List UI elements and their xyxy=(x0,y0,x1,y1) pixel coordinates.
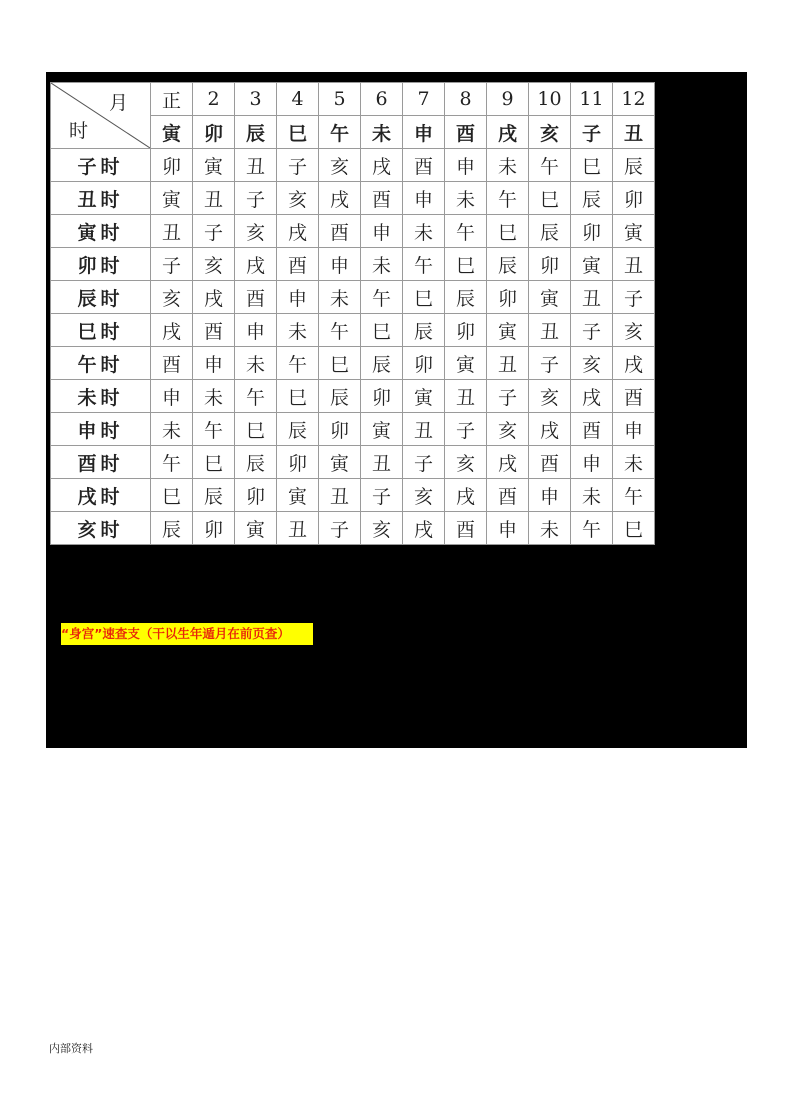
branch-value-cell: 戌 xyxy=(487,446,529,479)
month-number-cell: 9 xyxy=(487,83,529,116)
branch-value-cell: 申 xyxy=(403,182,445,215)
hour-label-cell: 申时 xyxy=(51,413,151,446)
branch-value-cell: 子 xyxy=(445,413,487,446)
branch-value-cell: 戌 xyxy=(361,149,403,182)
branch-value-cell: 申 xyxy=(151,380,193,413)
branch-value-cell: 子 xyxy=(403,446,445,479)
branch-value-cell: 未 xyxy=(319,281,361,314)
branch-value-cell: 辰 xyxy=(193,479,235,512)
month-number-row xyxy=(51,83,655,116)
branch-value-cell: 亥 xyxy=(613,314,655,347)
branch-value-cell: 寅 xyxy=(445,347,487,380)
branch-value-cell: 酉 xyxy=(529,446,571,479)
month-branch-cell: 卯 xyxy=(193,116,235,149)
branch-value-cell: 寅 xyxy=(319,446,361,479)
branch-value-cell: 辰 xyxy=(151,512,193,545)
month-branch-cell: 子 xyxy=(571,116,613,149)
branch-value-cell: 子 xyxy=(487,380,529,413)
branch-value-cell: 辰 xyxy=(277,413,319,446)
branch-value-cell: 未 xyxy=(235,347,277,380)
corner-hour-label: 时 xyxy=(69,120,89,142)
branch-value-cell: 辰 xyxy=(571,182,613,215)
branch-value-cell: 巳 xyxy=(319,347,361,380)
branch-value-cell: 酉 xyxy=(403,149,445,182)
branch-value-cell: 辰 xyxy=(445,281,487,314)
branch-value-cell: 寅 xyxy=(361,413,403,446)
hour-label-cell: 未时 xyxy=(51,380,151,413)
hour-label-cell: 亥时 xyxy=(51,512,151,545)
branch-value-cell: 酉 xyxy=(151,347,193,380)
branch-value-cell: 子 xyxy=(529,347,571,380)
branch-value-cell: 亥 xyxy=(361,512,403,545)
branch-value-cell: 未 xyxy=(613,446,655,479)
branch-value-cell: 午 xyxy=(445,215,487,248)
branch-value-cell: 巳 xyxy=(151,479,193,512)
branch-value-cell: 丑 xyxy=(319,479,361,512)
branch-value-cell: 戌 xyxy=(613,347,655,380)
branch-value-cell: 丑 xyxy=(403,413,445,446)
branch-value-cell: 子 xyxy=(235,182,277,215)
branch-value-cell: 寅 xyxy=(613,215,655,248)
branch-value-cell: 亥 xyxy=(487,413,529,446)
branch-value-cell: 戌 xyxy=(529,413,571,446)
hour-label-cell: 子时 xyxy=(51,149,151,182)
branch-value-cell: 丑 xyxy=(445,380,487,413)
branch-value-cell: 酉 xyxy=(487,479,529,512)
branch-value-cell: 卯 xyxy=(151,149,193,182)
month-branch-cell: 未 xyxy=(361,116,403,149)
branch-value-cell: 寅 xyxy=(193,149,235,182)
branch-value-cell: 卯 xyxy=(487,281,529,314)
branch-value-cell: 子 xyxy=(361,479,403,512)
month-branch-cell: 午 xyxy=(319,116,361,149)
branch-value-cell: 卯 xyxy=(613,182,655,215)
branch-value-cell: 卯 xyxy=(403,347,445,380)
branch-value-cell: 未 xyxy=(571,479,613,512)
branch-value-cell: 辰 xyxy=(319,380,361,413)
branch-value-cell: 巳 xyxy=(571,149,613,182)
branch-value-cell: 子 xyxy=(319,512,361,545)
branch-value-cell: 未 xyxy=(361,248,403,281)
hour-row xyxy=(51,446,655,479)
branch-value-cell: 申 xyxy=(193,347,235,380)
branch-value-cell: 戌 xyxy=(235,248,277,281)
corner-month-label: 月 xyxy=(108,92,128,114)
branch-value-cell: 子 xyxy=(277,149,319,182)
month-branch-cell: 丑 xyxy=(613,116,655,149)
branch-value-cell: 酉 xyxy=(235,281,277,314)
hour-label-cell: 寅时 xyxy=(51,215,151,248)
month-number-cell: 7 xyxy=(403,83,445,116)
branch-value-cell: 巳 xyxy=(613,512,655,545)
branch-value-cell: 卯 xyxy=(319,413,361,446)
branch-value-cell: 寅 xyxy=(403,380,445,413)
branch-value-cell: 丑 xyxy=(193,182,235,215)
branch-value-cell: 卯 xyxy=(235,479,277,512)
branch-value-cell: 卯 xyxy=(445,314,487,347)
month-number-cell: 4 xyxy=(277,83,319,116)
branch-value-cell: 午 xyxy=(571,512,613,545)
branch-value-cell: 未 xyxy=(487,149,529,182)
hour-label-cell: 卯时 xyxy=(51,248,151,281)
branch-value-cell: 午 xyxy=(613,479,655,512)
branch-value-cell: 酉 xyxy=(319,215,361,248)
branch-value-cell: 未 xyxy=(151,413,193,446)
branch-value-cell: 未 xyxy=(193,380,235,413)
branch-value-cell: 辰 xyxy=(403,314,445,347)
branch-value-cell: 寅 xyxy=(571,248,613,281)
month-branch-cell: 寅 xyxy=(151,116,193,149)
month-number-cell: 6 xyxy=(361,83,403,116)
branch-value-cell: 亥 xyxy=(193,248,235,281)
body-palace-note: “身宫”速查支（干以生年遁月在前页查） xyxy=(61,623,313,645)
branch-value-cell: 酉 xyxy=(361,182,403,215)
branch-value-cell: 辰 xyxy=(613,149,655,182)
branch-value-cell: 巳 xyxy=(277,380,319,413)
branch-value-cell: 亥 xyxy=(529,380,571,413)
branch-value-cell: 丑 xyxy=(151,215,193,248)
branch-value-cell: 戌 xyxy=(151,314,193,347)
hour-row xyxy=(51,413,655,446)
month-branch-cell: 酉 xyxy=(445,116,487,149)
hour-row xyxy=(51,347,655,380)
hour-label-cell: 戌时 xyxy=(51,479,151,512)
branch-value-cell: 巳 xyxy=(403,281,445,314)
branch-value-cell: 申 xyxy=(445,149,487,182)
branch-value-cell: 丑 xyxy=(277,512,319,545)
branch-value-cell: 卯 xyxy=(571,215,613,248)
hour-label-cell: 午时 xyxy=(51,347,151,380)
branch-value-cell: 亥 xyxy=(151,281,193,314)
branch-value-cell: 申 xyxy=(361,215,403,248)
branch-value-cell: 寅 xyxy=(151,182,193,215)
branch-value-cell: 辰 xyxy=(529,215,571,248)
month-branch-cell: 辰 xyxy=(235,116,277,149)
month-number-cell: 2 xyxy=(193,83,235,116)
branch-value-cell: 丑 xyxy=(529,314,571,347)
hour-row xyxy=(51,512,655,545)
branch-value-cell: 巳 xyxy=(529,182,571,215)
branch-value-cell: 寅 xyxy=(487,314,529,347)
month-number-cell: 5 xyxy=(319,83,361,116)
branch-value-cell: 卯 xyxy=(361,380,403,413)
hour-row xyxy=(51,380,655,413)
branch-value-cell: 丑 xyxy=(571,281,613,314)
branch-value-cell: 巳 xyxy=(235,413,277,446)
branch-value-cell: 申 xyxy=(613,413,655,446)
branch-value-cell: 未 xyxy=(445,182,487,215)
hour-row xyxy=(51,149,655,182)
branch-value-cell: 申 xyxy=(571,446,613,479)
hour-label-cell: 丑时 xyxy=(51,182,151,215)
branch-value-cell: 午 xyxy=(403,248,445,281)
hour-row xyxy=(51,248,655,281)
branch-value-cell: 午 xyxy=(193,413,235,446)
month-branch-cell: 申 xyxy=(403,116,445,149)
branch-value-cell: 酉 xyxy=(277,248,319,281)
branch-value-cell: 申 xyxy=(487,512,529,545)
branch-value-cell: 申 xyxy=(235,314,277,347)
month-number-cell: 10 xyxy=(529,83,571,116)
branch-value-cell: 戌 xyxy=(193,281,235,314)
branch-value-cell: 戌 xyxy=(403,512,445,545)
branch-value-cell: 巳 xyxy=(193,446,235,479)
branch-value-cell: 丑 xyxy=(487,347,529,380)
branch-value-cell: 亥 xyxy=(319,149,361,182)
branch-value-cell: 亥 xyxy=(571,347,613,380)
footer-label: 内部资料 xyxy=(49,1042,93,1055)
branch-value-cell: 亥 xyxy=(235,215,277,248)
branch-value-cell: 子 xyxy=(151,248,193,281)
hour-row xyxy=(51,215,655,248)
branch-value-cell: 未 xyxy=(529,512,571,545)
branch-value-cell: 子 xyxy=(193,215,235,248)
branch-value-cell: 丑 xyxy=(235,149,277,182)
hour-row xyxy=(51,281,655,314)
branch-value-cell: 巳 xyxy=(487,215,529,248)
branch-value-cell: 寅 xyxy=(277,479,319,512)
month-number-cell: 3 xyxy=(235,83,277,116)
month-branch-cell: 巳 xyxy=(277,116,319,149)
branch-value-cell: 亥 xyxy=(403,479,445,512)
month-number-cell: 11 xyxy=(571,83,613,116)
branch-value-cell: 未 xyxy=(277,314,319,347)
branch-value-cell: 午 xyxy=(529,149,571,182)
hour-label-cell: 酉时 xyxy=(51,446,151,479)
branch-value-cell: 卯 xyxy=(277,446,319,479)
body-palace-lookup-table xyxy=(50,82,655,545)
branch-value-cell: 戌 xyxy=(571,380,613,413)
month-branch-cell: 亥 xyxy=(529,116,571,149)
branch-value-cell: 寅 xyxy=(529,281,571,314)
hour-row xyxy=(51,314,655,347)
branch-value-cell: 申 xyxy=(529,479,571,512)
branch-value-cell: 酉 xyxy=(193,314,235,347)
month-number-cell: 12 xyxy=(613,83,655,116)
branch-value-cell: 丑 xyxy=(613,248,655,281)
branch-value-cell: 午 xyxy=(277,347,319,380)
branch-value-cell: 午 xyxy=(487,182,529,215)
hour-row xyxy=(51,479,655,512)
branch-value-cell: 申 xyxy=(319,248,361,281)
branch-value-cell: 亥 xyxy=(445,446,487,479)
branch-value-cell: 卯 xyxy=(193,512,235,545)
branch-value-cell: 戌 xyxy=(277,215,319,248)
branch-value-cell: 辰 xyxy=(487,248,529,281)
corner-diagonal-line xyxy=(51,83,150,148)
branch-value-cell: 午 xyxy=(319,314,361,347)
month-number-cell: 8 xyxy=(445,83,487,116)
branch-value-cell: 亥 xyxy=(277,182,319,215)
branch-value-cell: 申 xyxy=(277,281,319,314)
branch-value-cell: 戌 xyxy=(445,479,487,512)
branch-value-cell: 子 xyxy=(613,281,655,314)
hour-label-cell: 辰时 xyxy=(51,281,151,314)
month-number-cell: 正 xyxy=(151,83,193,116)
branch-value-cell: 丑 xyxy=(361,446,403,479)
branch-value-cell: 午 xyxy=(235,380,277,413)
branch-value-cell: 子 xyxy=(571,314,613,347)
branch-value-cell: 未 xyxy=(403,215,445,248)
branch-value-cell: 戌 xyxy=(319,182,361,215)
branch-value-cell: 酉 xyxy=(445,512,487,545)
branch-value-cell: 寅 xyxy=(235,512,277,545)
branch-value-cell: 卯 xyxy=(529,248,571,281)
corner-header-cell xyxy=(51,83,151,149)
branch-value-cell: 午 xyxy=(151,446,193,479)
branch-value-cell: 午 xyxy=(361,281,403,314)
branch-value-cell: 辰 xyxy=(361,347,403,380)
hour-row xyxy=(51,182,655,215)
branch-value-cell: 酉 xyxy=(571,413,613,446)
branch-value-cell: 辰 xyxy=(235,446,277,479)
month-branch-cell: 戌 xyxy=(487,116,529,149)
branch-value-cell: 酉 xyxy=(613,380,655,413)
branch-value-cell: 巳 xyxy=(361,314,403,347)
branch-value-cell: 巳 xyxy=(445,248,487,281)
hour-label-cell: 巳时 xyxy=(51,314,151,347)
